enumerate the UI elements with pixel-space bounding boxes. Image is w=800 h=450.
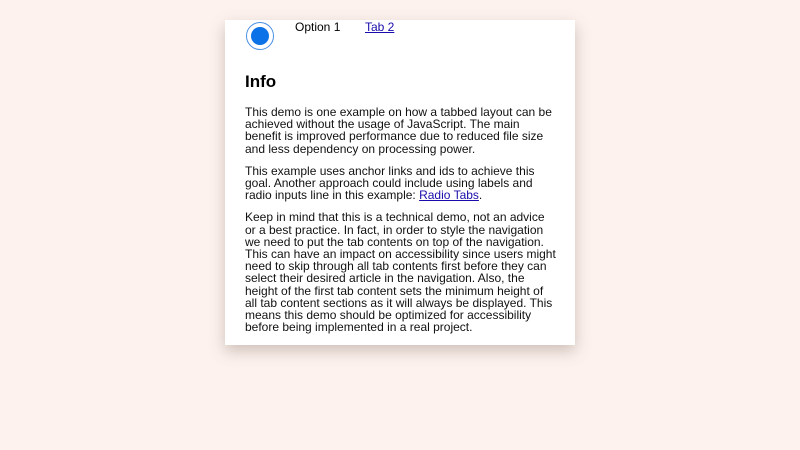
tab-option-1-label[interactable]: Option 1 [295, 20, 341, 34]
tab-2-link[interactable]: Tab 2 [365, 20, 395, 34]
radio-button-option-1[interactable] [246, 22, 274, 50]
paragraph-2-end: . [478, 188, 483, 203]
radio-tabs-link[interactable]: Radio Tabs [419, 188, 479, 203]
radio-selected-dot [251, 27, 269, 45]
tab-content [245, 72, 557, 343]
paragraph-3: Keep in mind that this is a technical demo, not an advice or a best practice. In fact, in order to style the navigation we need to put the tab contents on top of the navigation. This can have an impact on accessibility since users might need to skip through all tab contents first before they can select their desired article in the navigation. Also, the height of the first tab content sets the minimum height of all tab content sections as it will always be displayed. This means this demo should be optimized for accessibility before being implemented in a real project. [245, 210, 556, 335]
article-title: Info [245, 72, 277, 91]
paragraph-2-text: This example uses anchor links and ids to achieve this goal. Another approach could include using labels and radio inputs line in this example: [245, 163, 535, 203]
paragraph-1: This demo is one example on how a tabbed layout can be achieved without the usage of JavaScript. The main benefit is improved performance due to reduced file size and less dependency on processing power. [245, 105, 552, 156]
paragraph-2 [245, 165, 557, 202]
tab-card [225, 20, 575, 345]
